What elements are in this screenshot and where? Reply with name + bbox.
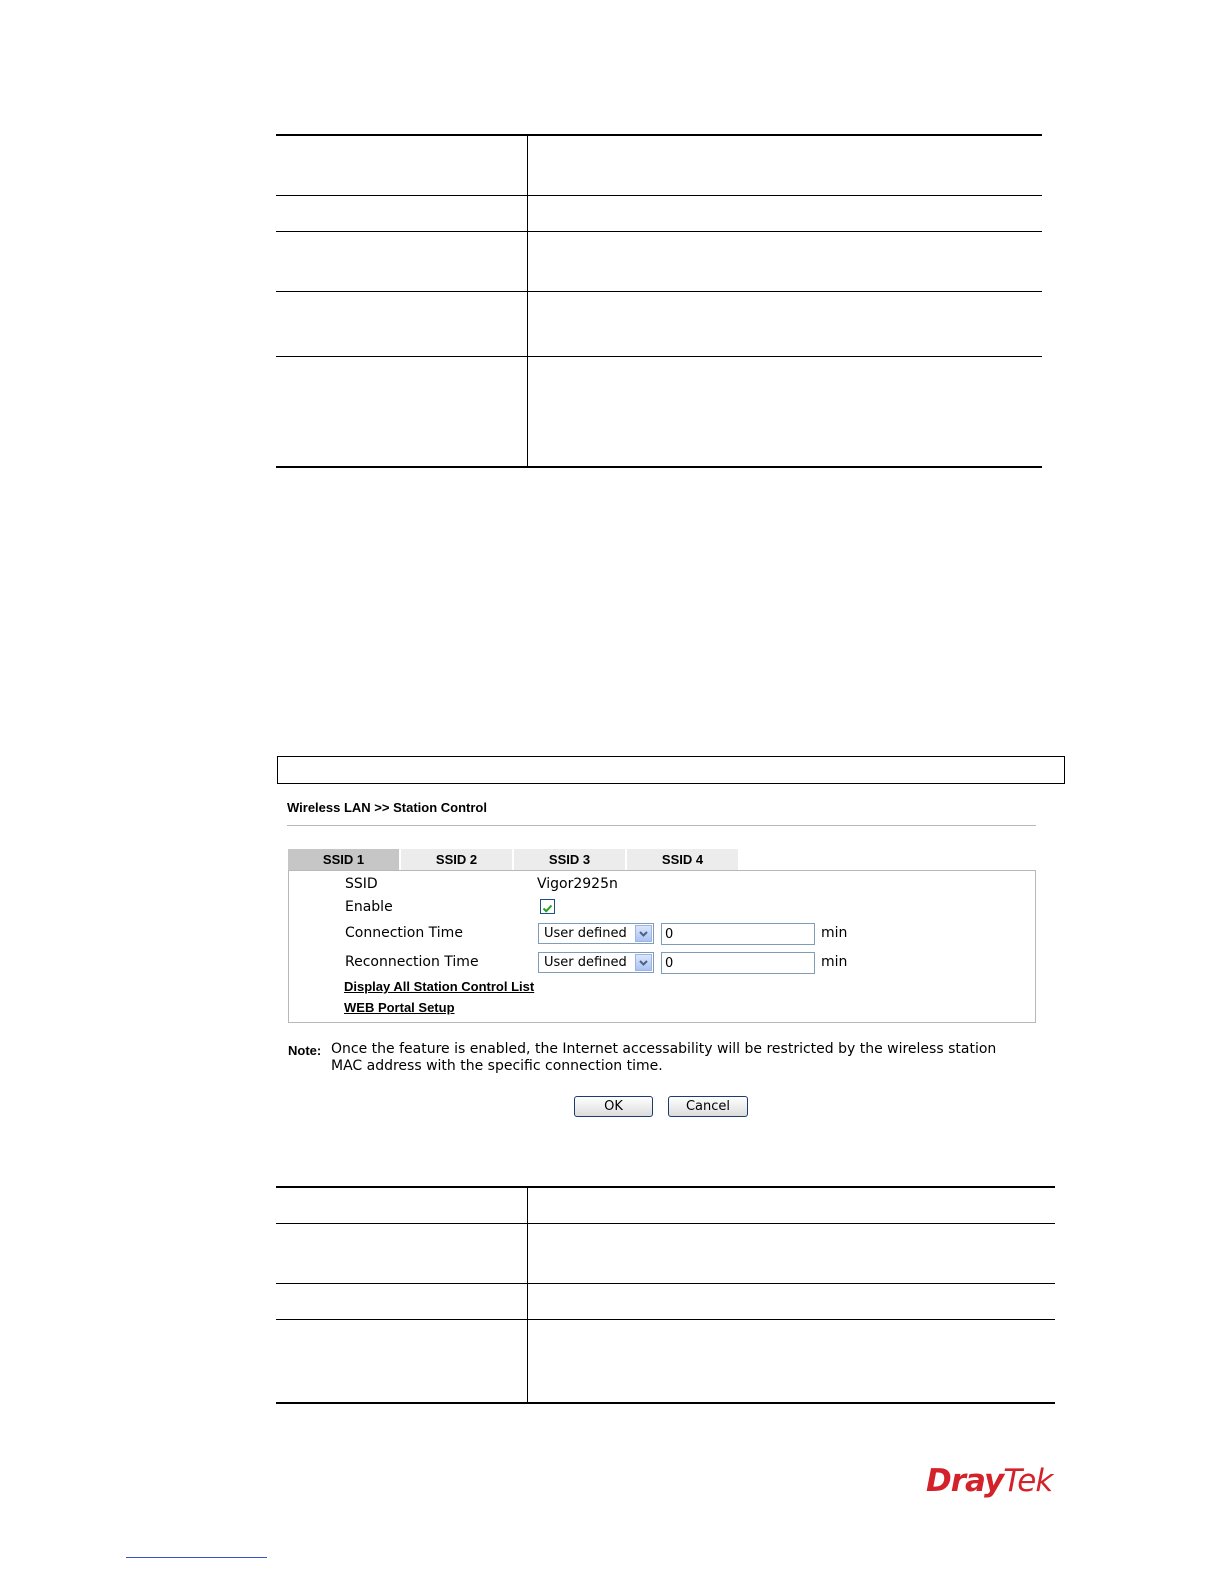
- chevron-down-icon[interactable]: [635, 925, 652, 942]
- note-text: Once the feature is enabled, the Internet accessability will be restricted by the wireless station MAC address with the specific connection time.: [331, 1041, 997, 1074]
- checkmark-icon: [541, 902, 554, 915]
- description-table-top: [276, 134, 1042, 468]
- reconnection-time-input[interactable]: 0: [661, 952, 815, 974]
- connection-time-select-value: User defined: [544, 926, 627, 941]
- table-cell: [528, 1223, 1056, 1283]
- draytek-logo: DrayTek: [926, 1463, 1053, 1499]
- reconnection-time-select[interactable]: [538, 952, 654, 973]
- web-portal-setup-link[interactable]: WEB Portal Setup: [344, 1000, 455, 1015]
- table-cell: [276, 1283, 528, 1319]
- note-label: Note:: [288, 1043, 322, 1058]
- connection-time-select[interactable]: [538, 923, 654, 944]
- display-all-station-control-link[interactable]: Display All Station Control List: [344, 979, 535, 994]
- tab-ssid-1[interactable]: SSID 1: [288, 849, 399, 870]
- connection-time-input[interactable]: 0: [661, 923, 815, 945]
- enable-checkbox[interactable]: [540, 899, 555, 914]
- table-cell: [276, 135, 528, 195]
- description-table-bottom: [276, 1186, 1055, 1404]
- footer-rule: [126, 1557, 267, 1558]
- title-divider: [287, 825, 1036, 826]
- table-cell: [528, 291, 1043, 356]
- ssid-tabs: [288, 849, 740, 870]
- tab-ssid-3[interactable]: SSID 3: [514, 849, 625, 870]
- tab-ssid-4[interactable]: SSID 4: [627, 849, 738, 870]
- reconnection-time-select-value: User defined: [544, 955, 627, 970]
- ssid-value: Vigor2925n: [537, 876, 618, 892]
- table-cell: [528, 195, 1043, 231]
- table-cell: [276, 291, 528, 356]
- table-cell: [528, 356, 1043, 467]
- table-cell: [528, 1283, 1056, 1319]
- tab-ssid-2[interactable]: SSID 2: [401, 849, 512, 870]
- table-cell: [276, 195, 528, 231]
- connection-time-unit: min: [821, 925, 848, 941]
- table-cell: [528, 1187, 1056, 1223]
- ok-button[interactable]: OK: [574, 1096, 653, 1117]
- enable-label: Enable: [345, 899, 393, 915]
- caption-box: [277, 756, 1065, 784]
- table-cell: [276, 1223, 528, 1283]
- page-title: Wireless LAN >> Station Control: [287, 800, 487, 815]
- connection-time-label: Connection Time: [345, 925, 463, 941]
- table-cell: [276, 231, 528, 291]
- ssid-label: SSID: [345, 876, 378, 892]
- table-cell: [276, 1187, 528, 1223]
- table-cell: [528, 1319, 1056, 1403]
- table-cell: [276, 1319, 528, 1403]
- table-cell: [528, 231, 1043, 291]
- table-cell: [276, 356, 528, 467]
- cancel-button[interactable]: Cancel: [668, 1096, 748, 1117]
- reconnection-time-unit: min: [821, 954, 848, 970]
- table-cell: [528, 135, 1043, 195]
- chevron-down-icon[interactable]: [635, 954, 652, 971]
- reconnection-time-label: Reconnection Time: [345, 954, 479, 970]
